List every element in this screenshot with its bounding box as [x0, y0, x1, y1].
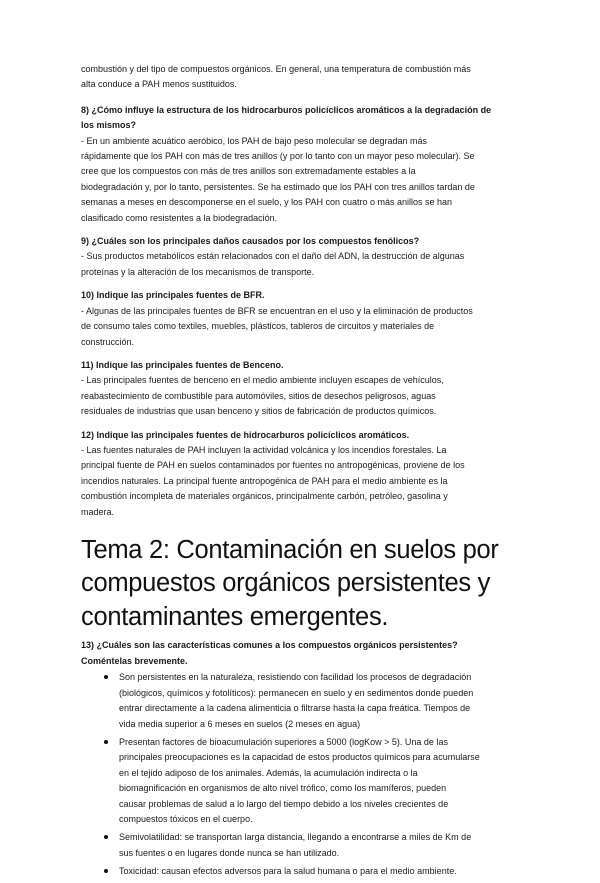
- text-line: biodegradación y, por lo tanto, persistentes. Se ha estimado que los PAH con tres anillos tardan de: [81, 181, 475, 192]
- question-text: [81, 358, 521, 373]
- text-line: semanas a meses en descomponerse en el suelo, y los PAH con cuatro o más anillos se han: [81, 197, 453, 208]
- text-line: de consumo tales como textiles, muebles, plásticos, tableros de circuitos y materiales de: [81, 321, 435, 332]
- answer-text: [81, 249, 521, 280]
- answer-text: [81, 443, 521, 520]
- text-line: - Las principales fuentes de benceno en el medio ambiente incluyen escapes de vehículos,: [81, 375, 444, 386]
- text-line: 9) ¿Cuáles son los principales daños causados por los compuestos fenólicos?: [81, 236, 420, 247]
- answer-text: [81, 373, 521, 419]
- bullet-list: [81, 670, 521, 879]
- intro-paragraph: [81, 62, 521, 93]
- question-text: [81, 103, 521, 134]
- question-text: [81, 234, 521, 249]
- text-line: biomagnificación en organismos de alto nivel trófico, como los mamíferos, pueden: [119, 783, 447, 794]
- text-line: clasificado como resistentes a la biodegradación.: [81, 212, 278, 223]
- heading-line: compuestos orgánicos persistentes y: [81, 569, 491, 598]
- text-line: combustión y del tipo de compuestos orgánicos. En general, una temperatura de combustión más: [81, 64, 471, 74]
- question-text: [81, 638, 521, 669]
- question-8: [81, 103, 521, 226]
- text-line: - Las fuentes naturales de PAH incluyen la actividad volcánica y los incendios forestales. La: [81, 444, 447, 455]
- answer-text: [81, 134, 521, 226]
- text-line: sus fuentes o en lugares donde nunca se han utilizado.: [119, 847, 340, 858]
- question-12: [81, 428, 521, 520]
- text-line: 13) ¿Cuáles son las características comunes a los compuestos orgánicos persistentes?: [81, 640, 458, 651]
- question-text: [81, 428, 521, 443]
- page-content: [81, 62, 521, 883]
- text-line: 12) Indique las principales fuentes de hidrocarburos policíclicos aromáticos.: [81, 429, 410, 440]
- text-line: entrar directamente a la cadena alimenticia o filtrarse hasta la capa freática. Tiempos de: [119, 703, 471, 714]
- heading-line: Tema 2: Contaminación en suelos por: [81, 535, 499, 564]
- text-line: - Sus productos metabólicos están relacionados con el daño del ADN, la destrucción de algunas: [81, 251, 465, 262]
- text-line: (biológicos, químicos y fotolíticos): permanecen en suelo y en sedimentos donde pueden: [119, 687, 474, 698]
- text-line: incendios naturales. La principal fuente antropogénica de PAH para el medio ambiente es la: [81, 475, 448, 486]
- text-line: reabastecimiento de combustible para automóviles, sitios de desechos peligrosos, aguas: [81, 390, 436, 401]
- heading-line: contaminantes emergentes.: [81, 602, 389, 631]
- text-line: 11) Indique las principales fuentes de Benceno.: [81, 359, 284, 370]
- text-line: - En un ambiente acuático aeróbico, los PAH de bajo peso molecular se degradan más: [81, 135, 428, 146]
- text-line: 8) ¿Cómo influye la estructura de los hidrocarburos policíclicos aromáticos a la degradación de: [81, 104, 492, 115]
- question-13: [81, 638, 521, 879]
- question-10: [81, 288, 521, 350]
- text-line: Son persistentes en la naturaleza, resistiendo con facilidad los procesos de degradación: [119, 672, 472, 683]
- text-line: alta conduce a PAH menos sustituidos.: [81, 79, 237, 90]
- question-9: [81, 234, 521, 280]
- text-line: residuales de industrias que usan benceno y sitios de fabricación de productos químicos.: [81, 406, 437, 417]
- text-line: Toxicidad: causan efectos adversos para la salud humana o para el medio ambiente.: [119, 866, 457, 877]
- bullet-item: [81, 670, 521, 732]
- text-line: Presentan factores de bioacumulación superiores a 5000 (logKow > 5). Una de las: [119, 736, 448, 747]
- text-line: vida media superior a 6 meses en suelos (2 meses en agua): [119, 718, 361, 729]
- bullet-dot-icon: [104, 740, 108, 744]
- section-heading: [81, 534, 521, 635]
- text-line: construcción.: [81, 336, 135, 347]
- text-line: madera.: [81, 506, 115, 517]
- text-line: proteínas y la alteración de los mecanismos de transporte.: [81, 266, 315, 277]
- text-line: causar problemas de salud a lo largo del tiempo debido a los niveles crecientes de: [119, 798, 449, 809]
- text-line: cree que los compuestos con más de tres anillos son extremadamente estables a la: [81, 166, 416, 177]
- bullet-item: [81, 830, 521, 861]
- question-text: [81, 288, 521, 303]
- text-line: compuestos tóxicos en el cuerpo.: [119, 813, 253, 824]
- question-11: [81, 358, 521, 420]
- text-line: 10) Indique las principales fuentes de BFR.: [81, 290, 265, 301]
- bullet-dot-icon: [104, 675, 108, 679]
- bullet-dot-icon: [104, 869, 108, 873]
- bullet-dot-icon: [104, 835, 108, 839]
- text-line: principal fuente de PAH en suelos contaminados por fuentes no antropogénicas, proviene de los: [81, 460, 465, 471]
- bullet-item: [81, 735, 521, 827]
- text-line: rápidamente que los PAH con más de tres anillos (y por lo tanto con un mayor peso molecular). Se: [81, 151, 475, 162]
- answer-text: [81, 304, 521, 350]
- text-line: - Algunas de las principales fuentes de BFR se encuentran en el uso y la eliminación de productos: [81, 305, 473, 316]
- text-line: Semivolatilidad: se transportan larga distancia, llegando a encontrarse a miles de Km de: [119, 832, 472, 843]
- bullet-item: [81, 864, 521, 879]
- text-line: en el tejido adiposo de los animales. Además, la acumulación indirecta o la: [119, 767, 418, 778]
- text-line: principales preocupaciones es la capacidad de estos productos químicos para acumularse: [119, 752, 480, 763]
- text-line: Coméntelas brevemente.: [81, 655, 188, 666]
- text-line: los mismos?: [81, 120, 137, 131]
- text-line: combustión incompleta de materiales orgánicos, principalmente carbón, petróleo, gasolina y: [81, 491, 448, 502]
